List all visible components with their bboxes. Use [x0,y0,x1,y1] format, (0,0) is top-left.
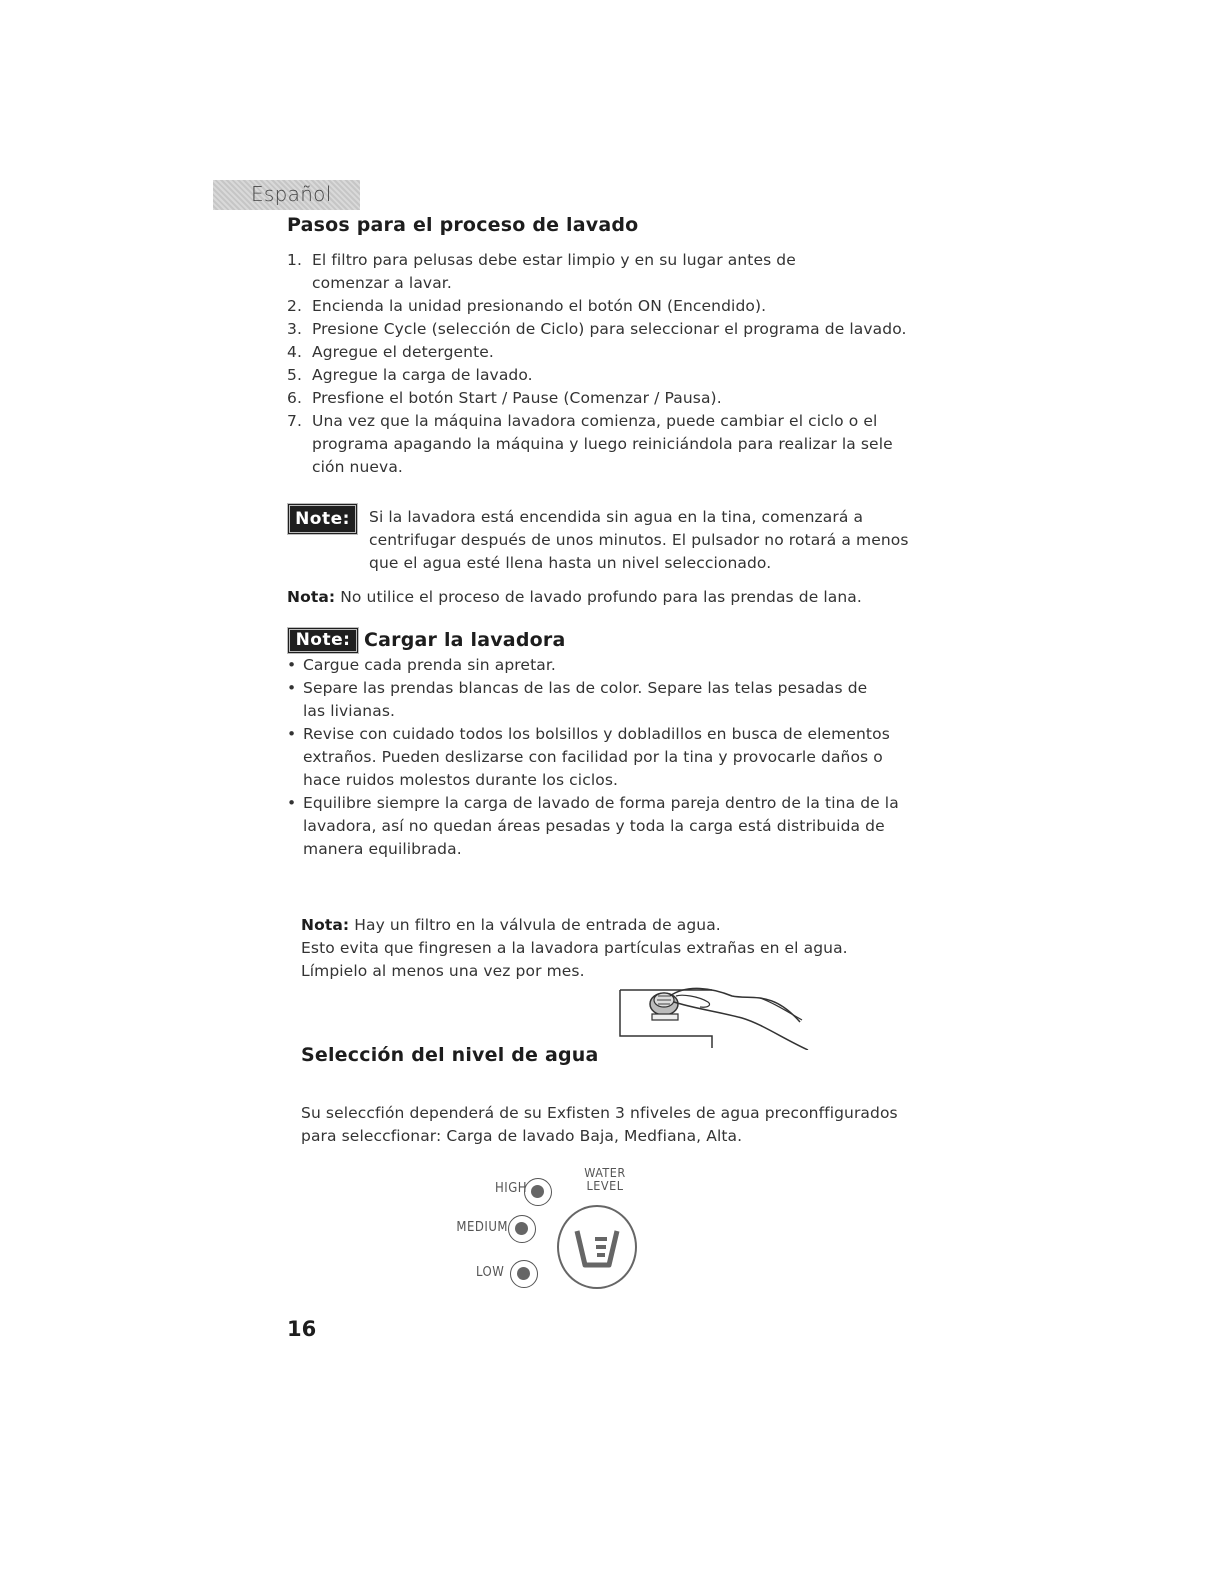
water-level-text: Su seleccfión dependerá de su Exfisten 3 nfiveles de agua preconffigurados para seleccfionar: Carga de lavado Baja, Medfiana, Alta. [301,1104,898,1145]
list-item: • Equilibre siempre la carga de lavado de forma pareja dentro de la tina de la lavadora, así no quedan áreas pesadas y toda la carga está distribuida de manera equilibrada. [287,792,929,861]
nota-label: Nota: [301,916,350,934]
list-item: 6. Presfione el botón Start / Pause (Comenzar / Pausa). [287,389,722,407]
nota-filter [301,914,901,983]
nota-filter-line2: Esto evita que fingresen a la lavadora partículas extrañas en el agua. [301,939,848,957]
water-level-title: WATER LEVEL [584,1165,626,1193]
nota-text: No utilice el proceso de lavado profundo para las prendas de lana. [340,588,862,606]
water-level-button[interactable] [557,1205,637,1289]
list-item: 1. El filtro para pelusas debe estar limpio y en su lugar antes de comenzar a lavar. [287,251,796,292]
nota-label: Nota: [287,588,336,606]
nota-wool [287,586,927,609]
note-badge: Note: [287,503,358,535]
list-item: 3. Presione Cycle (selección de Ciclo) para seleccionar el programa de lavado. [287,320,907,338]
water-level-icon [559,1207,635,1287]
nota-filter-line3: Límpielo al menos una vez por mes. [301,962,585,980]
water-level-medium-indicator[interactable] [508,1215,536,1243]
filter-cleaning-illustration [612,978,812,1050]
note-text: Si la lavadora está encendida sin agua en la tina, comenzará a centrifugar después de unos minutos. El pulsador no rotará a menos que el agua esté llena hasta un nivel seleccionado. [369,508,909,572]
water-level-low-indicator[interactable] [510,1260,538,1288]
list-item: 7. Una vez que la máquina lavadora comienza, puede cambiar el ciclo o el programa apagando la máquina y luego reiniciándola para realizar la sele ción nueva. [287,412,893,476]
list-item: 5. Agregue la carga de lavado. [287,366,533,384]
note-badge: Note: [287,627,359,654]
water-level-low-label: LOW [476,1265,505,1280]
load-tips-list [287,654,927,861]
list-item: • Cargue cada prenda sin apretar. [287,654,927,677]
washing-steps-list [287,249,927,479]
list-item: 2. Encienda la unidad presionando el botón ON (Encendido). [287,297,767,315]
list-item: • Revise con cuidado todos los bolsillos y dobladillos en busca de elementos extraños. Pueden deslizarse con facilidad por la tina y provocarle daños o hace ruidos molestos durante los ciclos. [287,723,903,792]
language-tab [213,180,360,210]
section-title-water-level: Selección del nivel de agua [301,1044,599,1066]
section-title-load-washer: Cargar la lavadora [364,629,566,651]
nota-filter-line1: Nota: Hay un filtro en la válvula de entrada de agua. [301,916,721,934]
water-level-medium-label: MEDIUM [456,1220,508,1235]
list-item: • Separe las prendas blancas de las de color. Separe las telas pesadas de las livianas. [287,677,883,723]
list-item: 4. Agregue el detergente. [287,343,494,361]
water-level-high-label: HIGH [495,1181,528,1196]
water-level-high-indicator[interactable] [524,1178,552,1206]
page-number: 16 [287,1317,317,1341]
language-tab-label: Español [251,182,332,206]
section-title-washing-steps: Pasos para el proceso de lavado [287,214,639,236]
